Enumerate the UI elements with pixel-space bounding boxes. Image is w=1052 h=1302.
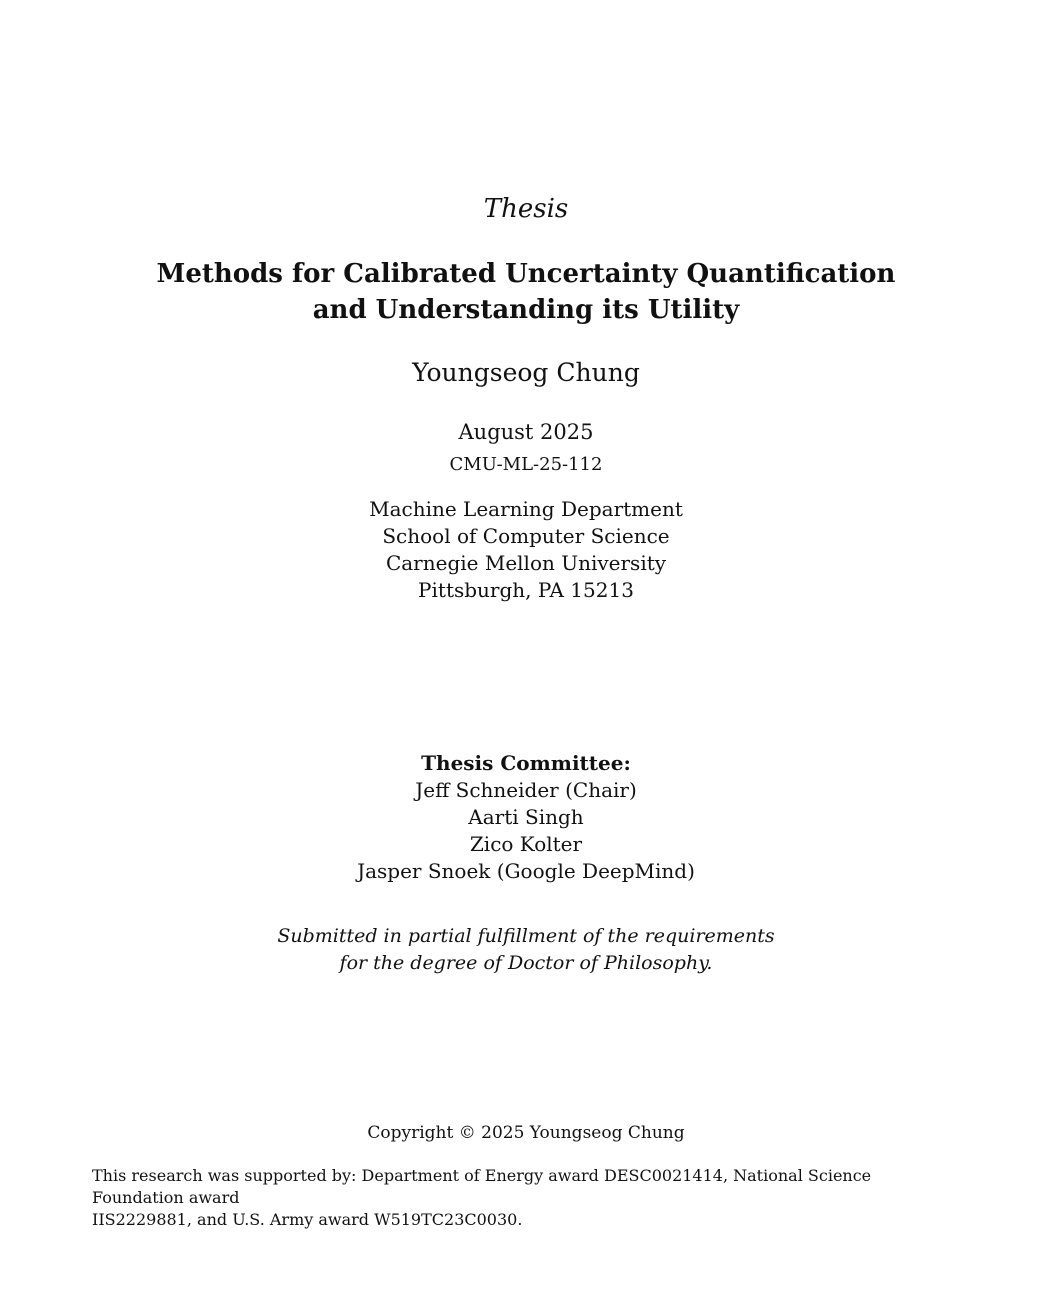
- affiliation-address: Pittsburgh, PA 15213: [418, 578, 634, 602]
- committee-member: Jeff Schneider (Chair): [415, 778, 637, 802]
- thesis-title-line-2: and Understanding its Utility: [312, 295, 740, 325]
- affiliation-school: School of Computer Science: [382, 524, 670, 548]
- affiliation-university: Carnegie Mellon University: [385, 551, 667, 575]
- funding-line-1: This research was supported by: Department of Energy award DESC0021414, National Science Foundation award: [92, 1166, 872, 1207]
- committee-block: [0, 750, 1052, 885]
- report-number: CMU-ML-25-112: [449, 454, 603, 475]
- committee-member: Jasper Snoek (Google DeepMind): [357, 859, 695, 883]
- submission-line-1: Submitted in partial fulfillment of the requirements: [277, 925, 775, 947]
- committee-heading: Thesis Committee:: [421, 751, 631, 775]
- thesis-title-line-1: Methods for Calibrated Uncertainty Quantification: [156, 259, 896, 289]
- affiliation-department: Machine Learning Department: [369, 497, 683, 521]
- committee-member: Aarti Singh: [468, 805, 584, 829]
- committee-member: Zico Kolter: [469, 832, 583, 856]
- document-type: Thesis: [483, 194, 569, 224]
- thesis-title: [0, 256, 1052, 328]
- submission-line-2: for the degree of Doctor of Philosophy.: [339, 952, 713, 974]
- author-name: Youngseog Chung: [412, 358, 640, 387]
- funding-line-2: IIS2229881, and U.S. Army award W519TC23C0030.: [92, 1210, 523, 1229]
- copyright-notice: Copyright © 2025 Youngseog Chung: [367, 1123, 685, 1143]
- affiliation-block: [0, 496, 1052, 604]
- publication-date: August 2025: [458, 420, 594, 444]
- funding-statement: [92, 1165, 962, 1231]
- submission-statement: [0, 923, 1052, 977]
